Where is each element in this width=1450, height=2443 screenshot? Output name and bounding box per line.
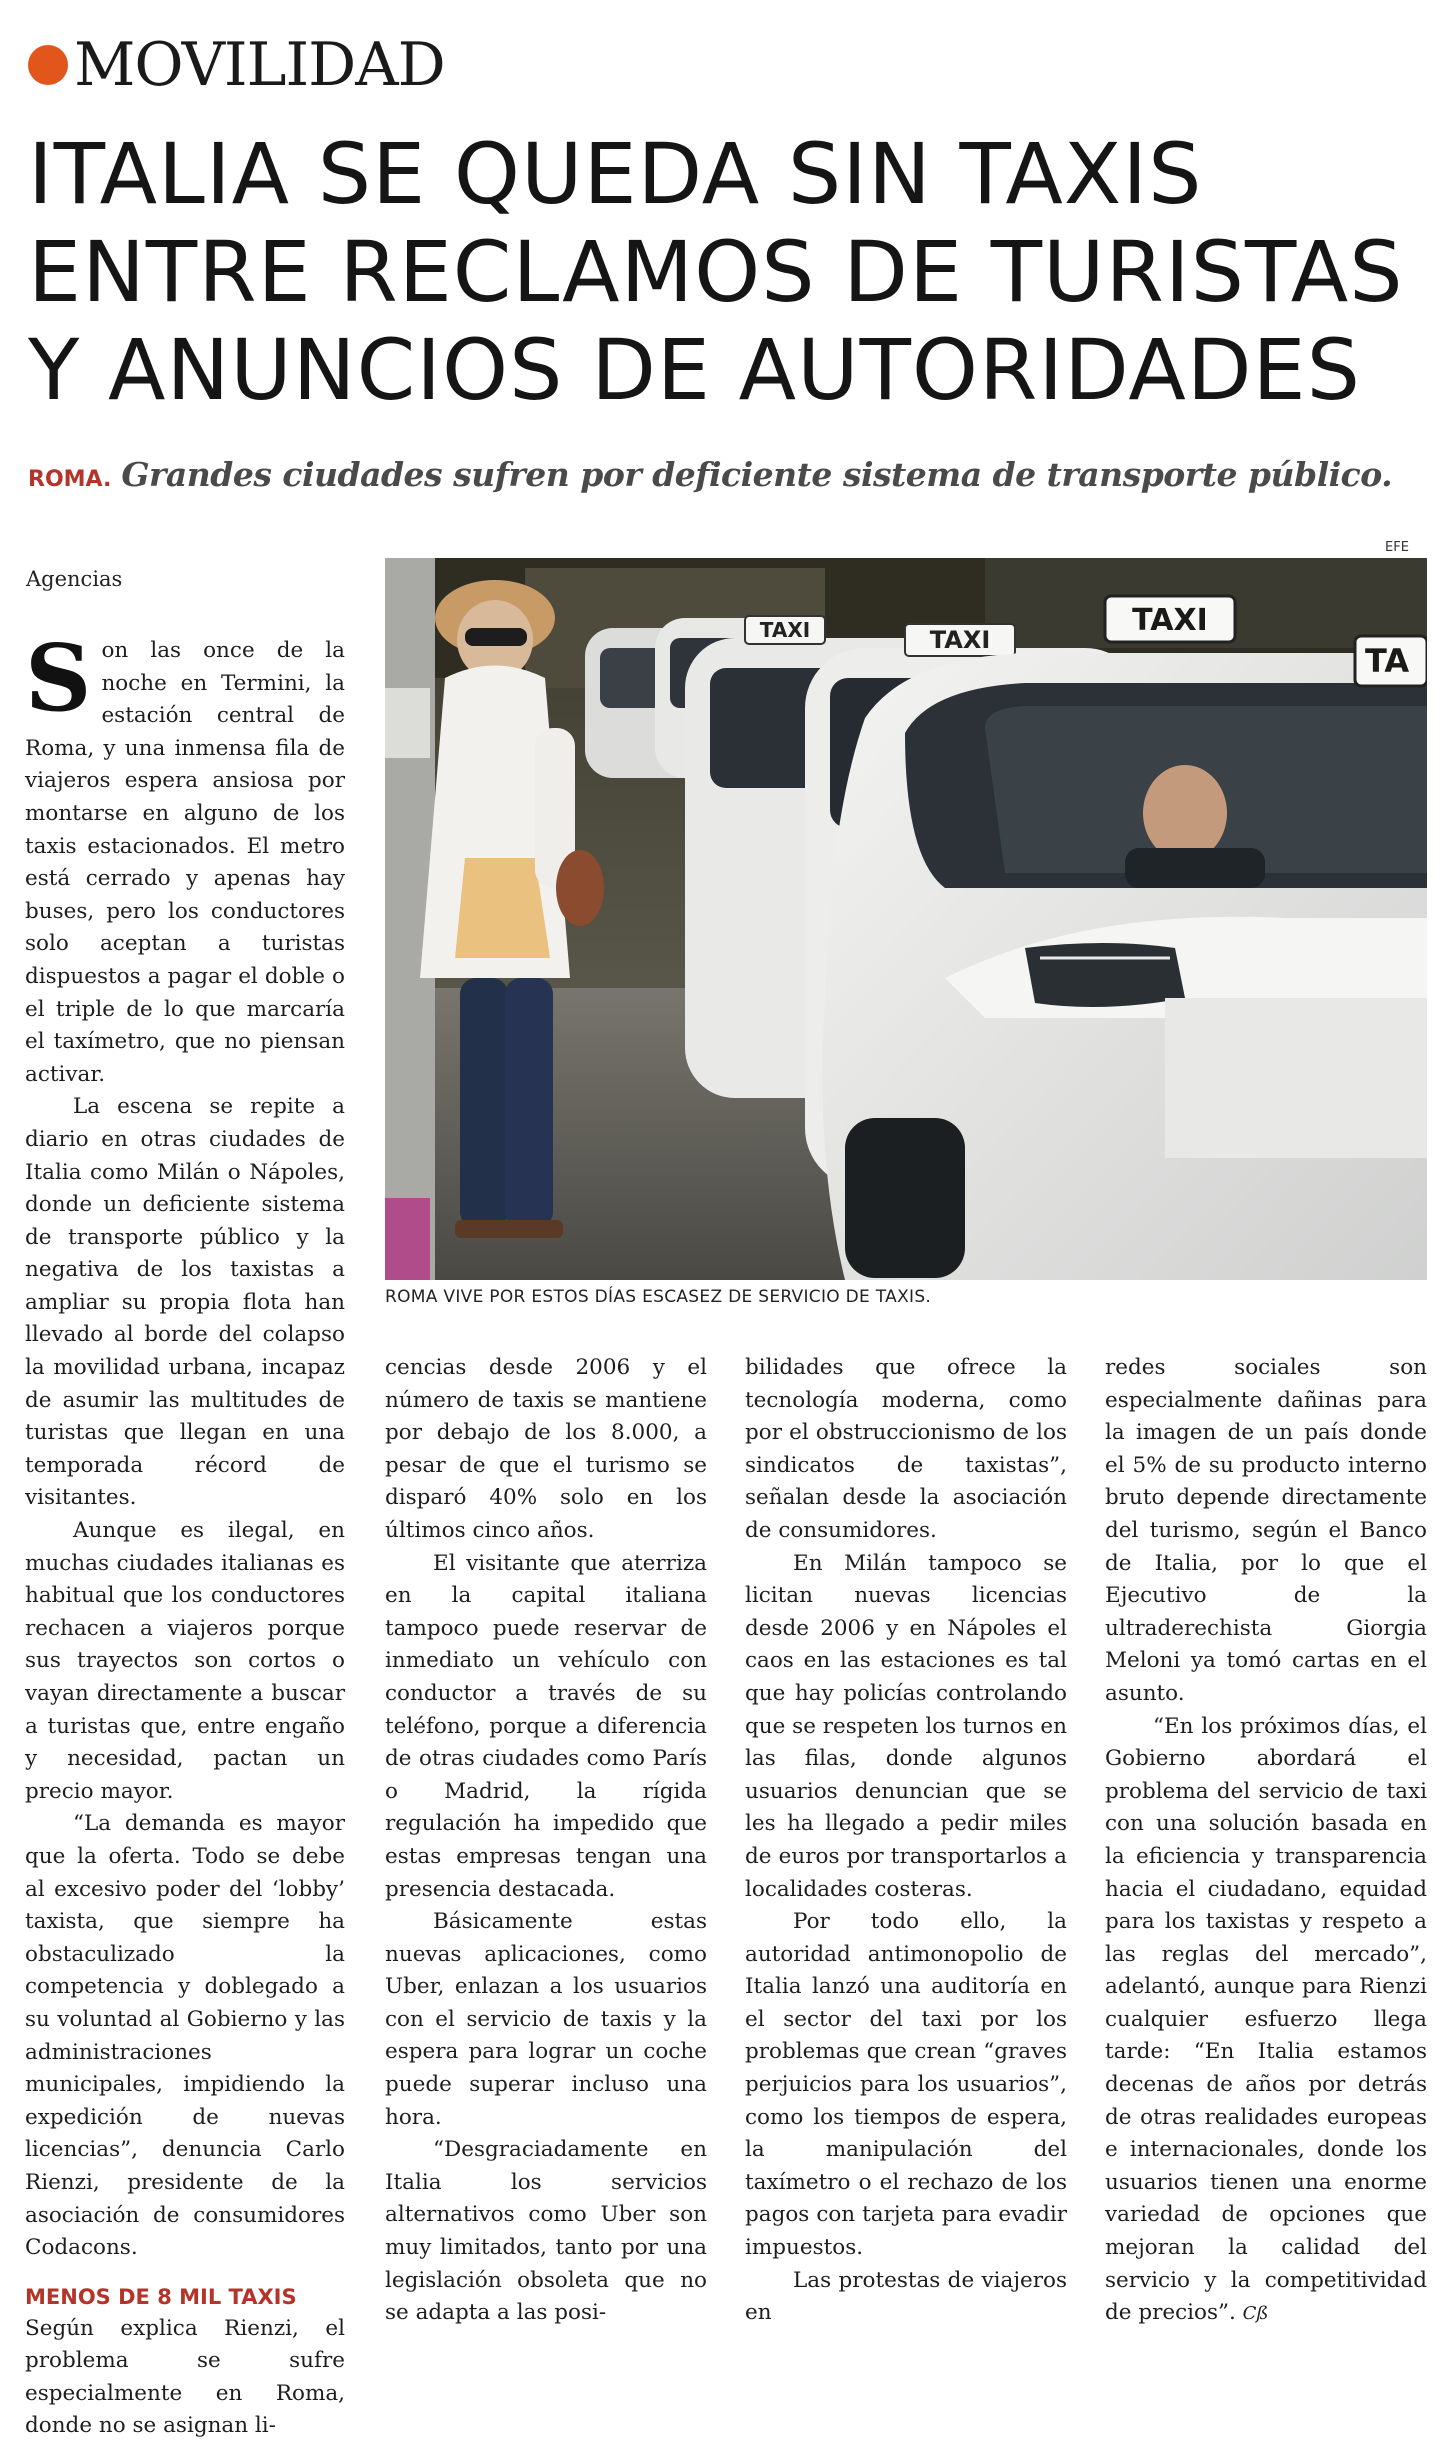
paragraph: redes sociales son especialmente dañinas para la imagen de un país donde el 5% de su producto interno bruto depende directamente del turismo, según el Banco de Italia, por lo que el Ejecutivo de la ultraderechista Giorgia Meloni ya tomó cartas en el asunto.: [1105, 1355, 1427, 1706]
section-header: [28, 30, 445, 100]
paragraph: Son las once de la noche en Termini, la estación central de Roma, y una inmensa fila de viajeros espera ansiosa por montarse en alguno de los taxis estacionados. El metro está cerrado y apenas hay buses, pero los conductores solo aceptan a turistas dispuestos a pagar el doble o el triple de lo que marcaría el taxímetro, que no piensan activar.: [25, 624, 345, 1087]
headline-line-3: Y ANUNCIOS DE AUTORIDADES: [28, 321, 1361, 419]
article-column-3: [745, 1352, 1067, 2330]
paragraph: “En los próximos días, el Gobierno abordará el problema del servicio de taxi con una solución basada en la eficiencia y transparencia hacia el ciudadano, equidad para los taxistas y respeto a las reglas del mercado”, adelantó, aunque para Rienzi cualquier esfuerzo llega tarde: “En Italia estamos decenas de años por detrás de otras realidades europeas e internacionales, donde los usuarios tienen una enorme variedad de opciones que mejoran la calidad del servicio y la competitividad de precios”. Cß: [1105, 1713, 1427, 2326]
end-mark: Cß: [1242, 2303, 1269, 2325]
paragraph: Por todo ello, la autoridad antimonopolio de Italia lanzó una auditoría en el sector del taxi por los problemas que crean “graves perjuicios para los usuarios”, como los tiempos de espera, la manipulación del taxímetro o el rechazo de los pagos con tarjeta para evadir impuestos.: [745, 1909, 1067, 2261]
taxi-sign-3: TAXI: [1132, 603, 1208, 638]
section-name: MOVILIDAD: [74, 30, 445, 100]
headline: [28, 125, 1428, 419]
paragraph: Las protestas de viajeros en: [745, 2267, 1067, 2326]
subheadline: [28, 455, 1392, 494]
paragraph: cencias desde 2006 y el número de taxis se mantiene por debajo de los 8.000, a pesar de que el turismo se disparó 40% solo en los últimos cinco años.: [385, 1355, 707, 1543]
article-column-1: [25, 624, 345, 2443]
paragraph: “La demanda es mayor que la oferta. Todo se debe al excesivo poder del ‘lobby’ taxista, que siempre ha obstaculizado la competencia y doblegado a su voluntad al Gobierno y las administraciones municipales, impidiendo la expedición de nuevas licencias”, denuncia Carlo Rienzi, presidente de la asociación de consumidores Codacons.: [25, 1811, 345, 2261]
deck: Grandes ciudades sufren por deficiente sistema de transporte público.: [121, 455, 1393, 494]
headline-line-1: ITALIA SE QUEDA SIN TAXIS: [28, 125, 1203, 223]
photo-caption: ROMA VIVE POR ESTOS DÍAS ESCASEZ DE SERVICIO DE TAXIS.: [385, 1287, 932, 1307]
section-dot-icon: [28, 45, 68, 85]
article-subhead: MENOS DE 8 MIL TAXIS: [25, 2284, 297, 2309]
paragraph: El visitante que aterriza en la capital italiana tampoco puede reservar de inmediato un vehículo con conductor a través de su teléfono, porque a diferencia de otras ciudades como París o Madrid, la rígida regulación ha impedido que estas empresas tengan una presencia destacada.: [385, 1550, 707, 1902]
paragraph: La escena se repite a diario en otras ciudades de Italia como Milán o Nápoles, donde un deficiente sistema de transporte público y la negativa de los taxistas a ampliar su propia flota han llevado al borde del colapso la movilidad urbana, incapaz de asumir las multitudes de turistas que llegan en una temporada récord de visitantes.: [25, 1094, 345, 1511]
taxi-sign-2: TAXI: [929, 626, 991, 654]
taxi-photo: [385, 558, 1427, 1280]
byline: Agencias: [26, 567, 123, 591]
paragraph: En Milán tampoco se licitan nuevas licencias desde 2006 y en Nápoles el caos en las estaciones es tal que hay policías controlando que se respeten los turnos en las filas, donde algunos usuarios denuncian que se les ha llegado a pedir miles de euros por transportarlos a localidades costeras.: [745, 1550, 1068, 1902]
headline-line-2: ENTRE RECLAMOS DE TURISTAS: [28, 223, 1404, 321]
dateline: ROMA.: [28, 467, 112, 492]
article-column-2: [385, 1352, 707, 2330]
article-column-4: [1105, 1352, 1427, 2331]
photo-credit: EFE: [1385, 540, 1409, 555]
paragraph: “Desgraciadamente en Italia los servicios alternativos como Uber son muy limitados, tanto por una legislación obsoleta que no se adapta a las posi-: [385, 2137, 707, 2326]
paragraph: Básicamente estas nuevas aplicaciones, como Uber, enlazan a los usuarios con el servicio de taxis y la espera para lograr un coche puede superar incluso una hora.: [385, 1909, 707, 2130]
taxi-sign-1: TAXI: [759, 618, 811, 642]
paragraph: Aunque es ilegal, en muchas ciudades italianas es habitual que los conductores rechacen a viajeros porque sus trayectos son cortos o vayan directamente a buscar a turistas que, entre engaño y necesidad, pactan un precio mayor.: [25, 1518, 345, 1804]
drop-cap: S: [25, 624, 92, 732]
paragraph: Según explica Rienzi, el problema se sufre especialmente en Roma, donde no se asignan li-: [25, 2315, 345, 2439]
paragraph: bilidades que ofrece la tecnología moderna, como por el obstruccionismo de los sindicatos de taxistas”, señalan desde la asociación de consumidores.: [745, 1355, 1067, 1543]
taxi-sign-4: TA: [1365, 642, 1410, 680]
